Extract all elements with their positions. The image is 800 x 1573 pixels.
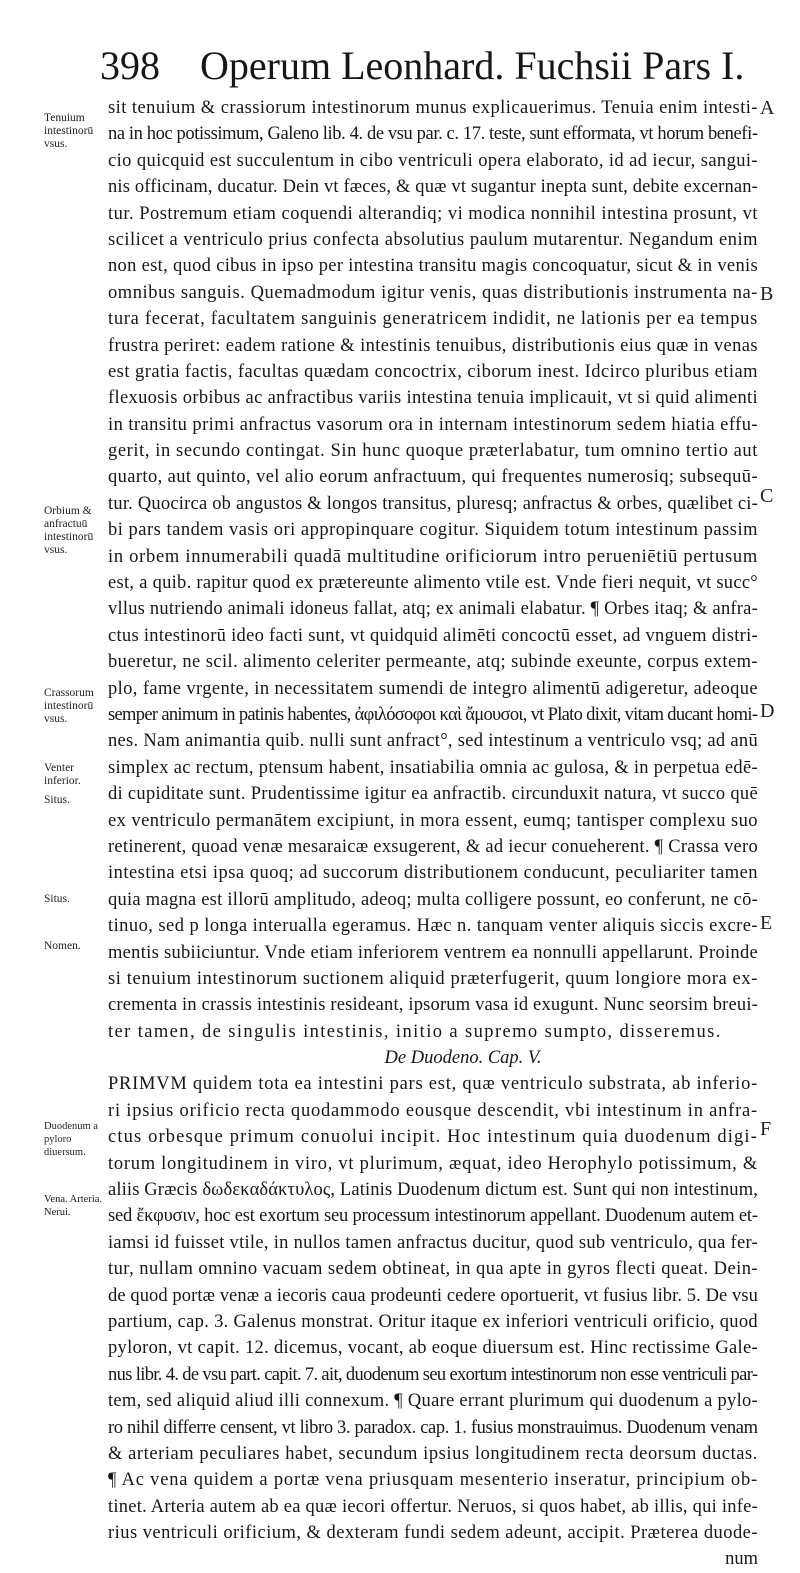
section-letter-f: F <box>760 1118 772 1140</box>
text-line: bueretur, ne scil. alimento celeriter permeante, atq; subinde exeunte, corpus extem- <box>108 652 758 673</box>
text-line: tinet. Arteria autem ab ea quæ iecori offertur. Neruos, si quos habet, ab illis, qui infe- <box>108 1496 758 1517</box>
text-line: sit tenuium & crassiorum intestinorum munus explicauerimus. Tenuia enim intesti- <box>108 98 758 118</box>
margin-note-orbium: Orbium & anfractuū intestinorū vsus. <box>44 505 94 556</box>
page-header <box>100 42 745 98</box>
text-line: tinuo, sed p longa interualla egeramus. Hæc n. tanquam venter aliquis siccis excre- <box>108 916 758 937</box>
text-line: quia magna est illorū amplitudo, adeoq; multa colligere possunt, eo conferunt, ne cō- <box>108 889 758 910</box>
text-line: di cupiditate sunt. Prudentissime igitur ea anfractib. circunduxit natura, vt succo quē <box>108 784 758 805</box>
text-line: ri ipsius orificio recta quodammodo eousque descendit, vbi intestinum in anfra- <box>108 1100 758 1121</box>
text-line: nes. Nam animantia quib. nulli sunt anfract°, sed intestinum a ventriculo vsq; ad anū <box>108 731 758 752</box>
text-line: tur. Postremum etiam coquendi alterandiq; vi modica nonnihil intestina prosunt, vt <box>108 203 758 224</box>
text-line: cio quicquid est succulentum in cibo ventriculi opera elaborato, id ad iecur, sangui- <box>108 150 758 171</box>
text-line: omnibus sanguis. Quemadmodum igitur venis, quas distributionis instrumenta na- <box>108 282 758 303</box>
text-line: tura fecerat, facultatem sanguinis generatricem indidit, ne lationis per ea tempus <box>108 309 758 330</box>
text-line: ¶ Ac vena quidem a portæ vena priusquam mesenterio inseratur, principium ob- <box>108 1470 758 1491</box>
section-letter-c: C <box>760 485 774 507</box>
section-letter-a: A <box>760 97 775 119</box>
margin-note-vena-arteria-nerui: Vena. Arteria. Nerui. <box>44 1194 103 1218</box>
chapter-heading: De Duodeno. Cap. V. <box>384 1048 542 1069</box>
text-line: non est, quod cibus in ipso per intestina transitu magis concoquatur, sicut & in venis <box>108 256 758 277</box>
catchword: num <box>725 1549 758 1570</box>
text-line: est gratia factis, facultas quædam concoctrix, ciborum inest. Idcirco pluribus etiam <box>108 361 758 382</box>
text-line: ter tamen, de singulis intestinis, initio a supremo sumpto, disseremus. <box>108 1021 722 1042</box>
text-line: tur. Quocirca ob angustos & longos transitus, pluresq; anfractus & orbes, quælibet ci- <box>108 493 758 514</box>
text-line: in orbem innumerabili quadā multitudine orificiorum intro perueniētiū pertusum <box>108 546 758 567</box>
text-line: retinerent, quoad venæ mesaraicæ exsugerent, & ad iecur conueherent. ¶ Crassa vero <box>108 836 758 857</box>
text-line: crementa in crassis intestinis resideant, ipsorum vasa id exugunt. Nunc seorsim breui- <box>108 995 758 1016</box>
margin-note-crassorum: Crassorum intestinorū vsus. <box>44 687 94 725</box>
text-line: scilicet a ventriculo prius confecta absolutius paulum mutarentur. Negandum enim <box>108 229 758 250</box>
text-line: intestina etsi ipsa quoq; ad succorum distributionem conducunt, peculiariter tamen <box>108 863 758 884</box>
text-line: plo, fame vrgente, in necessitatem sumendi de integro alimentū adigeretur, adeoque <box>108 678 758 699</box>
text-line: & arteriam peculiares habet, secundum ipsius longitudinem recta deorsum ductas. <box>108 1443 758 1464</box>
text-line: ex ventriculo permanātem excipiunt, in mora essent, eumq; tantisper complexu suo <box>108 810 758 831</box>
section-letter-b: B <box>760 283 774 305</box>
text-line: tem, sed aliquid aliud illi connexum. ¶ Quare errant plurimum qui duodenum a pylo- <box>108 1391 758 1412</box>
text-line: na in hoc potissimum, Galeno lib. 4. de vsu par. c. 17. teste, sunt efformata, vt horum benefi- <box>108 124 758 145</box>
text-line: quarto, aut quinto, vel alio eorum anfractuum, qui frequentes numerosiq; subsequū- <box>108 467 758 488</box>
text-line: vllus nutriendo animali idoneus fallat, atq; ex animali elabatur. ¶ Orbes itaq; & anfra- <box>108 599 758 620</box>
margin-note-tenuium: Tenuium intestinorū vsus. <box>44 112 94 150</box>
text-line: pyloron, vt capit. 12. dicemus, vocant, ab eoque diuersum est. Hinc rectissime Gale- <box>108 1338 758 1359</box>
text-line: ctus orbesque primum conuolui incipit. Hoc intestinum quia duodenum digi- <box>108 1127 758 1148</box>
text-line: de quod portæ venæ a iecoris caua prodeunti cedere oportuerit, vt fusius libr. 5. De vsu <box>108 1285 758 1306</box>
text-line: in transitu primi anfractus vasorum ora in internam intestinorum sedem hiatia effu- <box>108 414 758 435</box>
text-line: ctus intestinorū ideo facti sunt, vt quidquid alimēti concoctū esset, ad vnguem distri- <box>108 625 758 646</box>
text-line: sed ἔκφυσιν, hoc est exortum seu processum intestinorum appellant. Duodenum autem et- <box>108 1206 758 1227</box>
text-line: iamsi id fuisset vtile, in nullos tamen anfractus ducitur, quod sub ventriculo, qua fer- <box>108 1232 758 1253</box>
running-title: Operum Leonhard. Fuchsii Pars I. <box>200 43 745 88</box>
text-line: rius ventriculi orificium, & dexteram fundi sedem adeunt, accipit. Præterea duode- <box>108 1523 758 1544</box>
text-line: tur, nullam omnino vacuam sedem obtineat, in qua apte in gyros flecti queat. Dein- <box>108 1259 758 1280</box>
text-line: nis officinam, ducatur. Dein vt fæces, & quæ vt sugantur inepta sunt, debite excernan- <box>108 177 758 198</box>
text-line: PRIMVM quidem tota ea intestini pars est, quæ ventriculo substrata, ab inferio- <box>108 1074 758 1095</box>
text-line: gerit, in secundo contingat. Sin hunc quoque præterlabatur, tum omnino tertio aut <box>108 441 758 462</box>
margin-note-situs-1: Situs. <box>44 794 70 806</box>
page-number: 398 <box>100 43 160 88</box>
text-line: nus libr. 4. de vsu part. capit. 7. ait, duodenum seu exortum intestinorum non esse ventriculi par- <box>108 1364 758 1385</box>
section-letter-e: E <box>760 912 773 934</box>
text-line: simplex ac rectum, ptensum habent, insatiabilia omnia ac gulosa, & in perpetua edē- <box>108 757 758 778</box>
text-line: ro nihil differre censent, vt libro 3. paradox. cap. 1. fusius monstrauimus. Duodenum venam <box>108 1417 758 1438</box>
text-line: est, a quib. rapitur quod ex prætereunte alimento vtile est. Vnde fieri nequit, vt succ° <box>108 573 758 594</box>
margin-note-venter: Venter inferior. <box>44 762 81 787</box>
text-line: semper animum in patinis habentes, ἀφιλόσοφοι καὶ ἄμουσοι, vt Plato dixit, vitam ducant homi- <box>108 704 758 725</box>
margin-note-situs-2: Situs. <box>44 893 70 905</box>
text-line: flexuosis orbibus ac anfractibus variis intestina tenuia implicauit, vt si quid alimenti <box>108 388 758 409</box>
section-letter-d: D <box>760 700 775 722</box>
main-text <box>108 95 758 1573</box>
text-line: si tenuium intestinorum suctionem aliquid præterfugerit, quum longiore mora ex- <box>108 968 758 989</box>
margin-note-nomen: Nomen. <box>44 940 81 952</box>
margin-note-duodenum: Duodenum a pyloro diuersum. <box>44 1121 98 1158</box>
text-line: torum longitudinem in viro, vt plurimum, æquat, ideo Herophylo potissimum, & <box>108 1153 758 1174</box>
text-line: frustra periret: eadem ratione & intestinis tenuibus, distributionis eius quæ in venas <box>108 335 758 356</box>
text-line: bi pars tandem vasis ori appropinquare cogitur. Siquidem totum intestinum passim <box>108 520 758 541</box>
text-line: aliis Græcis δωδεκαδάκτυλος, Latinis Duodenum dictum est. Sunt qui non intestinum, <box>108 1180 758 1201</box>
text-line: partium, cap. 3. Galenus monstrat. Oritur itaque ex inferiori ventriculi orificio, quod <box>108 1311 758 1332</box>
text-line: mentis subiiciuntur. Vnde etiam inferiorem ventrem ea nonnulli appellarunt. Proinde <box>108 942 758 963</box>
